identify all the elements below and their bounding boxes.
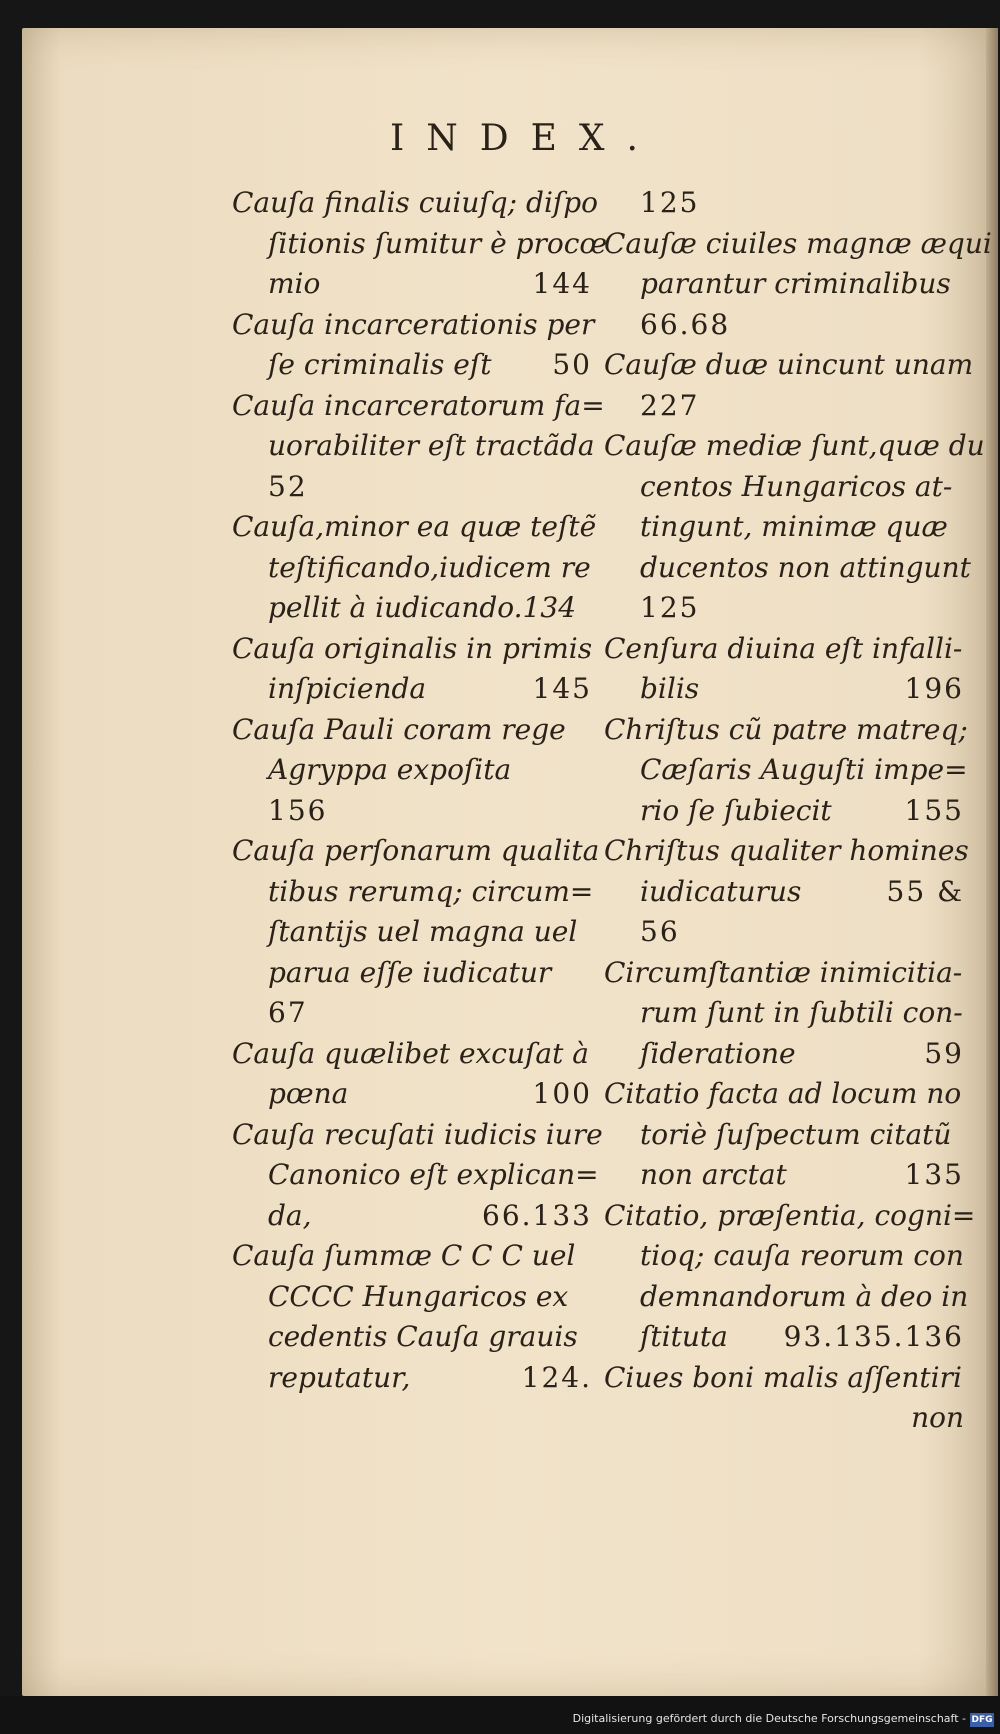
index-line: Cauſa recuſati iudicis iure [232, 1117, 603, 1151]
index-line: Cauſa perſonarum qualita [232, 834, 600, 867]
index-line: pellit à iudicando.134 [268, 591, 577, 624]
footer-credit: Digitalisierung gefördert durch die Deutsche Forschungsgemeinschaft - [572, 1712, 966, 1725]
index-line: Cauſa originalis in primis [232, 631, 593, 665]
index-line: ſideratione 59 [640, 1036, 964, 1070]
index-line: Cenſura diuina eſt infalli- [604, 631, 963, 665]
page-header: INDEX. [390, 118, 660, 159]
index-line: parua eſſe iudicatur [268, 955, 552, 989]
index-line: Cauſa ſummæ C C C uel [232, 1239, 576, 1272]
index-line: Cauſa incarceratorum fa= [232, 388, 605, 422]
index-line: Cauſa Pauli coram rege [232, 712, 566, 746]
index-line: ſtituta 93.135.136 [640, 1320, 964, 1353]
page-edge [986, 28, 998, 1696]
index-line: toriè ſuſpectum citatũ [640, 1117, 952, 1151]
index-line: rio ſe ſubiecit 155 [640, 793, 964, 827]
index-line: Cauſæ duæ uincunt unam [604, 348, 974, 381]
index-line: Cauſa quælibet excuſat à [232, 1036, 589, 1070]
index-line: Cauſæ ciuiles magnæ æqui [604, 226, 992, 260]
index-line: 67 [268, 996, 308, 1029]
index-line: ducentos non attingunt [640, 550, 971, 584]
index-line: Cauſa,minor ea quæ teſtẽ [232, 510, 597, 543]
index-line: 156 [268, 793, 328, 827]
index-line: parantur criminalibus [640, 267, 951, 300]
index-line: Circumſtantiæ inimicitia- [604, 955, 963, 989]
index-line: tingunt, minimæ quæ [640, 510, 948, 543]
index-line: Chriſtus cũ patre matreq; [604, 712, 968, 746]
dfg-logo-icon: DFG [971, 1715, 993, 1725]
index-line: centos Hungaricos at- [640, 469, 953, 503]
index-line: Citatio facta ad locum no [604, 1077, 962, 1110]
catchword: non [911, 1401, 964, 1434]
index-line: da, 66.133 [268, 1198, 592, 1232]
index-line: Cauſa finalis cuiuſq; diſpo [232, 186, 599, 219]
index-column-left [232, 183, 608, 1398]
index-line: reputatur, 124. [268, 1360, 592, 1394]
index-line: ſitionis ſumitur è procœ [268, 226, 608, 260]
index-line: Cauſa incarcerationis per [232, 307, 595, 341]
index-line: Citatio, præſentia, cogni= [604, 1198, 976, 1232]
index-line: Chriſtus qualiter homines [604, 834, 969, 867]
index-line: 56 [640, 915, 680, 948]
index-line: Cauſæ mediæ ſunt,quæ du [604, 429, 985, 462]
index-line: Canonico eſt explican= [268, 1158, 599, 1191]
index-line: 125 [640, 591, 700, 624]
index-line: CCCC Hungaricos ex [268, 1279, 569, 1313]
index-line: non arctat 135 [640, 1158, 964, 1191]
index-line: tibus rerumq; circum= [268, 874, 594, 908]
index-line: inſpicienda 145 [268, 672, 592, 705]
digitization-footer [0, 1696, 1000, 1734]
index-line: rum ſunt in ſubtili con- [640, 996, 963, 1029]
book-page [22, 28, 992, 1696]
index-line: 125 [640, 186, 700, 219]
index-line: cedentis Cauſa grauis [268, 1320, 578, 1353]
index-line: 66.68 [640, 307, 731, 341]
index-line: demnandorum à deo in [640, 1279, 969, 1313]
index-line: 52 [268, 469, 308, 503]
index-line: 227 [640, 388, 700, 422]
index-line: uorabiliter eſt tractãda [268, 429, 595, 462]
index-line: ſe criminalis eſt 50 [268, 348, 592, 381]
index-line: tioq; cauſa reorum con [640, 1239, 964, 1272]
index-line: mio 144 [268, 267, 592, 300]
index-line: Ciues boni malis aſſentiri [604, 1360, 962, 1394]
index-line: bilis 196 [640, 672, 964, 705]
index-column-right [604, 183, 992, 1439]
index-line: iudicaturus 55 & [640, 874, 964, 908]
index-line: pœna 100 [268, 1077, 592, 1110]
index-line: ſtantijs uel magna uel [268, 915, 578, 948]
index-line: Cæſaris Auguſti impe= [640, 753, 968, 786]
index-line: Agryppa expoſita [268, 753, 512, 786]
index-line: teſtificando,iudicem re [268, 550, 591, 584]
